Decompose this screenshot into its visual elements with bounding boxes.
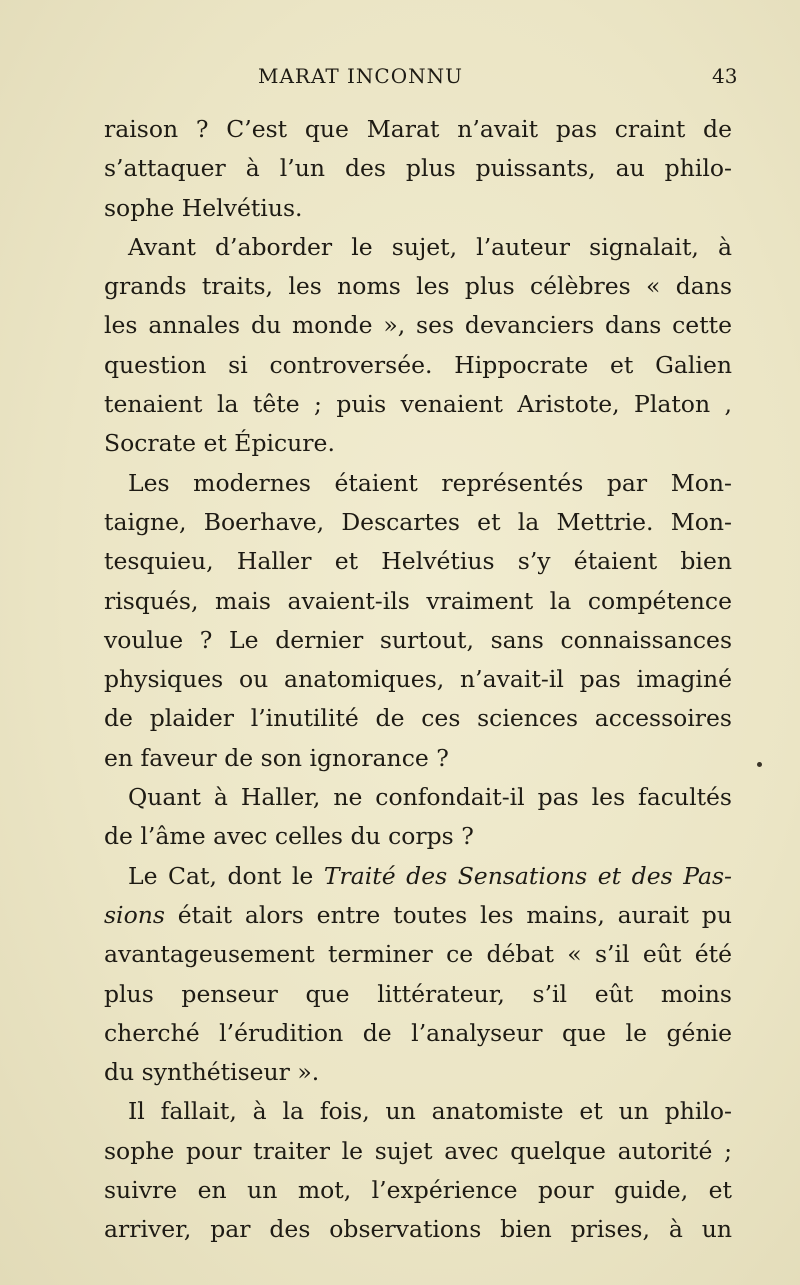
italic-title-text: sions xyxy=(104,900,165,929)
text-line: de l’âme avec celles du corps ? xyxy=(104,822,474,851)
text-line: sophe pour traiter le sujet avec quelque autorité ; xyxy=(104,1136,732,1165)
text-line: Socrate et Épicure. xyxy=(104,429,335,458)
text-line: plus penseur que littérateur, s’il eût moins xyxy=(104,979,732,1008)
text-line: suivre en un mot, l’expérience pour guide, et xyxy=(104,1176,732,1205)
text-line: s’attaquer à l’un des plus puissants, au philo- xyxy=(104,154,732,183)
text-line: taigne, Boerhave, Descartes et la Mettrie. Mon- xyxy=(104,507,732,536)
text-line: en faveur de son ignorance ? xyxy=(104,743,449,772)
text-line: tenaient la tête ; puis venaient Aristote, Platon , xyxy=(104,390,732,419)
text-line: Il fallait, à la fois, un anatomiste et un philo- xyxy=(128,1097,732,1126)
running-title: MARAT INCONNU xyxy=(258,64,463,88)
page-header xyxy=(0,64,800,96)
text-line: Le Cat, dont le Traité des Sensations et des Pas- xyxy=(128,861,732,890)
text-line: arriver, par des observations bien prises, à un xyxy=(104,1215,732,1244)
text-line: risqués, mais avaient-ils vraiment la compétence xyxy=(104,586,732,615)
text-line: avantageusement terminer ce débat « s’il eût été xyxy=(104,940,732,969)
text-line: Avant d’aborder le sujet, l’auteur signalait, à xyxy=(128,232,732,261)
text-line: physiques ou anatomiques, n’avait-il pas imaginé xyxy=(104,665,732,694)
text-line: du synthétiseur ». xyxy=(104,1058,320,1087)
text-line: Les modernes étaient représentés par Mon- xyxy=(128,468,732,497)
text-line: question si controversée. Hippocrate et Galien xyxy=(104,350,732,379)
text-line: Quant à Haller, ne confondait-il pas les facultés xyxy=(128,783,732,812)
text-line: les annales du monde », ses devanciers dans cette xyxy=(104,311,732,340)
text-line: grands traits, les noms les plus célèbres « dans xyxy=(104,272,732,301)
page-number: 43 xyxy=(712,64,738,88)
body-text xyxy=(104,110,732,1250)
text-line: sions était alors entre toutes les mains, aurait pu xyxy=(104,900,732,929)
text-line: voulue ? Le dernier surtout, sans connaissances xyxy=(104,625,732,654)
text-line: raison ? C’est que Marat n’avait pas craint de xyxy=(104,115,732,143)
text-line: tesquieu, Haller et Helvétius s’y étaient bien xyxy=(104,547,732,576)
ink-speck xyxy=(757,762,762,767)
text-line: sophe Helvétius. xyxy=(104,193,303,222)
text-line: de plaider l’inutilité de ces sciences accessoires xyxy=(104,704,732,733)
italic-title-text: Traité des Sensations et des Pas- xyxy=(323,861,732,890)
text-line: cherché l’érudition de l’analyseur que le génie xyxy=(104,1018,732,1047)
